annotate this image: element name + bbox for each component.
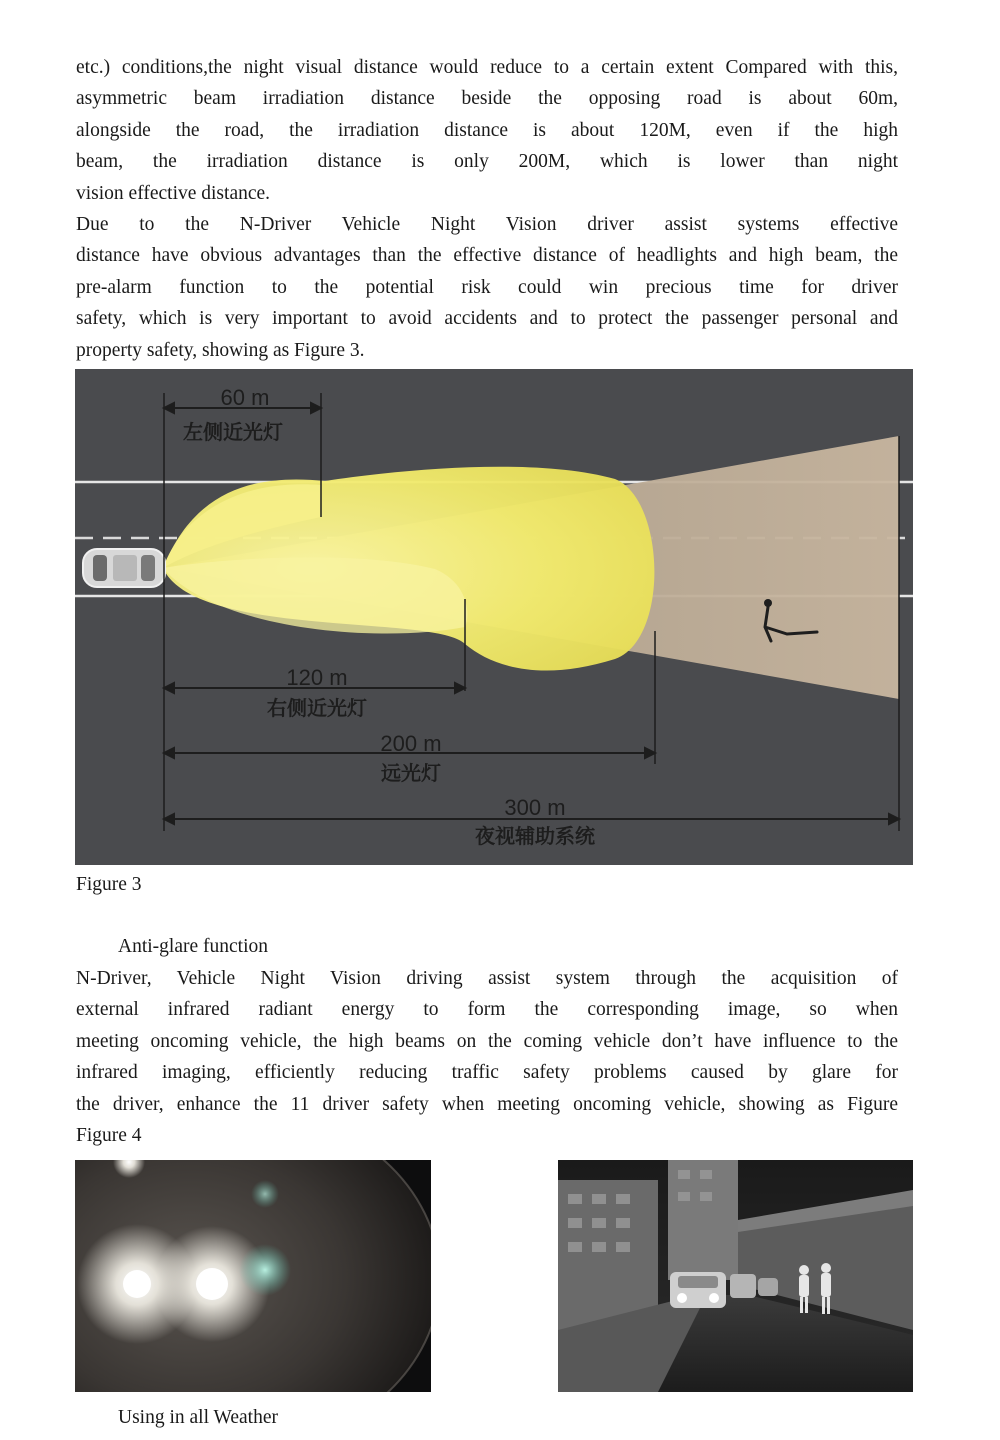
text-line: asymmetric beam irradiation distance beside the opposing road is about 60m, [76,88,898,110]
label-60m: 60 m [220,385,270,410]
text-line: beam, the irradiation distance is only 200M, which is lower than night [76,151,898,173]
label-left-low-beam: 左侧近光灯 [183,422,283,444]
text-line: external infrared radiant energy to form the corresponding image, so when [76,999,898,1021]
text-line: alongside the road, the irradiation distance is about 120M, even if the high [76,119,898,141]
text-line: distance have obvious advantages than the effective distance of headlights and high beam, the [76,245,898,267]
figure-3-beam-diagram [75,369,913,865]
label-300m: 300 m [504,795,566,820]
text-line: Due to the N-Driver Vehicle Night Vision driver assist systems effective [76,214,898,235]
figure-3-caption: Figure 3 [76,874,142,895]
car-icon [83,549,165,587]
glare-headlights-photo [75,1160,431,1392]
paragraph-advantages [76,209,898,366]
thermal-night-vision-photo [558,1160,913,1392]
paragraph-anti-glare [76,963,898,1151]
text-line: the driver, enhance the 11 driver safety when meeting oncoming vehicle, showing as Figure [76,1093,898,1115]
label-120m: 120 m [286,665,348,690]
text-line: infrared imaging, efficiently reducing traffic safety problems caused by glare for [76,1062,898,1084]
section-heading-anti-glare: Anti-glare function [118,936,268,957]
text-line: vision effective distance. [76,182,271,204]
text-line: etc.) conditions,the night visual distance would reduce to a certain extent Compared with this, [76,57,898,78]
paragraph-visual-distance [76,52,898,209]
label-night-vision: 夜视辅助系统 [475,826,595,848]
text-line: property safety, showing as Figure 3. [76,339,365,361]
text-line: Figure 4 [76,1125,142,1147]
text-line: safety, which is very important to avoid accidents and to protect the passenger personal and [76,308,898,330]
text-line: pre-alarm function to the potential risk could win precious time for driver [76,276,898,298]
text-line: N-Driver, Vehicle Night Vision driving assist system through the acquisition of [76,968,898,989]
all-weather-caption: Using in all Weather [118,1407,278,1428]
label-high-beam: 远光灯 [381,763,441,785]
label-right-low-beam: 右侧近光灯 [267,698,367,720]
beam-range-diagram [75,369,913,865]
text-line: meeting oncoming vehicle, the high beams on the coming vehicle don’t have influence to the [76,1030,898,1052]
label-200m: 200 m [380,731,442,756]
